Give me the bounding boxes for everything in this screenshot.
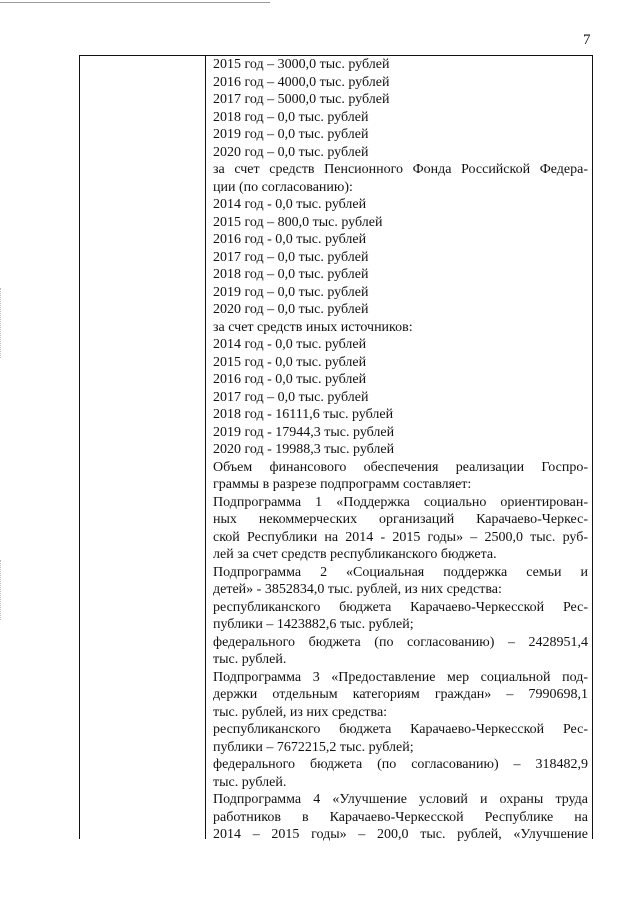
text-line: 2019 год - 17944,3 тыс. рублей — [213, 424, 395, 440]
text-line: ных некоммерческих организаций Карачаево-Черкес- — [213, 512, 588, 527]
text-line: ции (по согласованию): — [213, 179, 353, 195]
text-line: 2019 год – 0,0 тыс. рублей — [213, 284, 369, 300]
text-line: федерального бюджета (по согласованию) – 2428951,4 — [213, 634, 588, 650]
text-line: публики – 1423882,6 тыс. рублей; — [213, 617, 414, 632]
text-line: 2020 год – 0,0 тыс. рублей — [213, 144, 369, 160]
text-line: Подпрограмма 4 «Улучшение условий и охраны труда — [213, 792, 588, 807]
text-line: 2015 год - 0,0 тыс. рублей — [213, 354, 367, 370]
text-line: за счет средств иных источников: — [213, 319, 413, 335]
text-line: республиканского бюджета Карачаево-Черкесской Рес- — [213, 599, 588, 615]
text-line: публики – 7672215,2 тыс. рублей; — [213, 739, 414, 755]
text-line: 2017 год – 5000,0 тыс. рублей — [213, 92, 390, 107]
text-line: держки отдельным категориям граждан» – 7990698,1 — [213, 687, 588, 702]
text-line: ской Республики на 2014 - 2015 годы» – 2500,0 тыс. руб- — [213, 529, 588, 545]
text-line: детей» - 3852834,0 тыс. рублей, из них средства: — [213, 582, 502, 597]
text-line: тыс. рублей. — [213, 652, 287, 667]
text-line: за счет средств Пенсионного Фонда Российской Федера- — [213, 162, 588, 177]
text-line: 2014 год - 0,0 тыс. рублей — [213, 337, 367, 352]
text-line: 2018 год – 0,0 тыс. рублей — [213, 109, 369, 125]
text-line: 2018 год – 0,0 тыс. рублей — [213, 267, 369, 282]
text-line: 2015 год – 3000,0 тыс. рублей — [213, 57, 390, 72]
text-line: федерального бюджета (по согласованию) – 318482,9 — [213, 757, 588, 772]
margin-marks — [0, 288, 3, 358]
column-divider — [205, 56, 206, 839]
text-line: 2017 год – 0,0 тыс. рублей — [213, 249, 369, 265]
text-line: Подпрограмма 3 «Предоставление мер социальной под- — [213, 669, 588, 685]
text-line: 2014 – 2015 годы» – 200,0 тыс. рублей, «Улучшение — [213, 827, 588, 842]
table-cell-content — [213, 56, 588, 844]
text-line: 2014 год - 0,0 тыс. рублей — [213, 197, 367, 212]
text-line: Объем финансового обеспечения реализации Госпро- — [213, 459, 588, 475]
text-line: 2019 год – 0,0 тыс. рублей — [213, 127, 369, 142]
text-line: 2015 год – 800,0 тыс. рублей — [213, 214, 383, 230]
text-line: республиканского бюджета Карачаево-Черкесской Рес- — [213, 722, 588, 737]
text-line: Подпрограмма 2 «Социальная поддержка семьи и — [213, 564, 588, 580]
text-line: лей за счет средств республиканского бюджета. — [213, 547, 497, 562]
text-line: граммы в разрезе подпрограмм составляет: — [213, 477, 472, 492]
document-table — [79, 55, 593, 842]
text-line: 2020 год - 19988,3 тыс. рублей — [213, 442, 395, 457]
top-rule — [0, 2, 270, 3]
text-line: 2020 год – 0,0 тыс. рублей — [213, 302, 369, 317]
text-line: 2016 год - 0,0 тыс. рублей — [213, 372, 367, 387]
text-line: тыс. рублей, из них средства: — [213, 704, 388, 720]
text-line: 2016 год – 4000,0 тыс. рублей — [213, 74, 390, 90]
text-line: работников в Карачаево-Черкесской Республике на — [213, 809, 588, 825]
margin-marks — [0, 560, 3, 620]
page-number: 7 — [583, 32, 591, 48]
text-line: Подпрограмма 1 «Поддержка социально ориентирован- — [213, 494, 588, 510]
text-line: 2018 год - 16111,6 тыс. рублей — [213, 407, 394, 422]
text-line: 2016 год - 0,0 тыс. рублей — [213, 232, 367, 247]
text-line: тыс. рублей. — [213, 774, 287, 790]
text-line: 2017 год – 0,0 тыс. рублей — [213, 389, 369, 405]
